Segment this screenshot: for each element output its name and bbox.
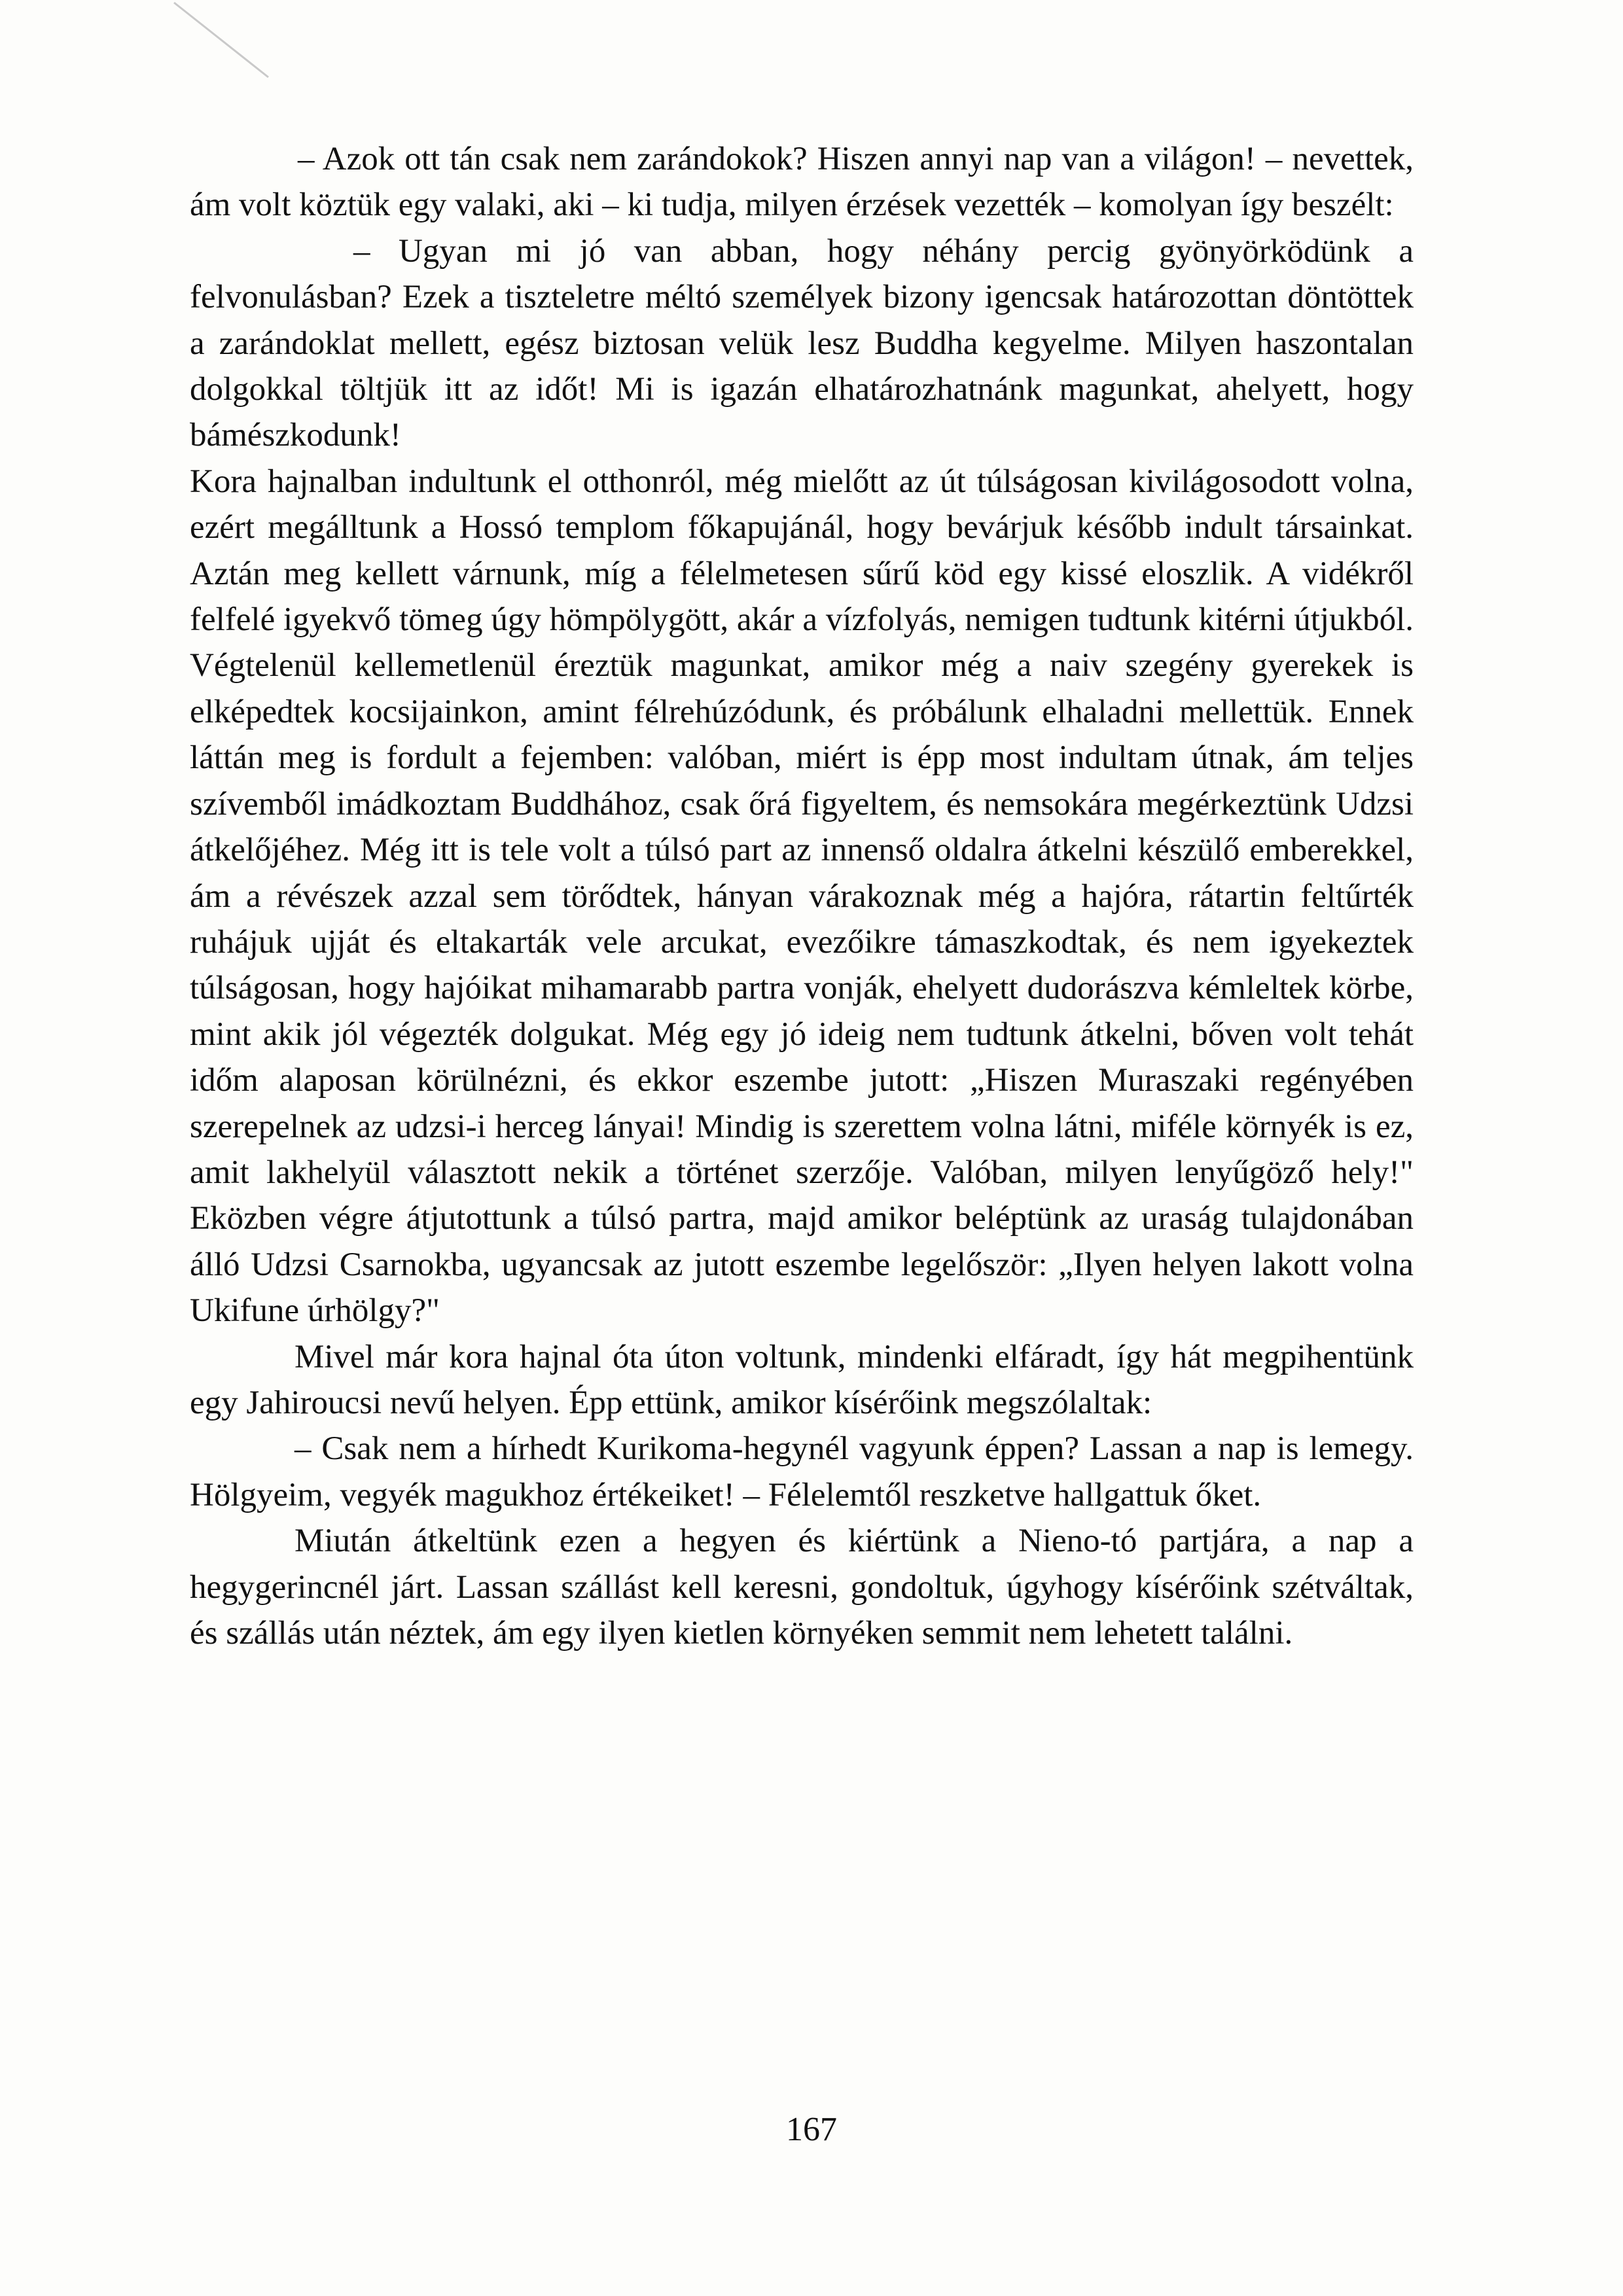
paragraph-4: Mivel már kora hajnal óta úton voltunk, mindenki elfáradt, így hát megpihentünk egy Jahiroucsi nevű helyen. Épp ettünk, amikor kísérőink megszólaltak: bbox=[190, 1338, 1414, 1421]
page-number: 167 bbox=[786, 2111, 837, 2148]
scan-artifact-line bbox=[170, 0, 288, 85]
text-body bbox=[190, 136, 1414, 1656]
paragraph-6: Miután átkeltünk ezen a hegyen és kiértünk a Nieno-tó partjára, a nap a hegygerincnél járt. Lassan szállást kell keresni, gondoltuk, úgyhogy kísérőink szétváltak, és szállás után néztek, ám egy ilyen kietlen környéken semmit nem lehetett találni. bbox=[190, 1523, 1414, 1651]
paragraph-5: – Csak nem a hírhedt Kurikoma-hegynél vagyunk éppen? Lassan a nap is lemegy. Hölgyeim, vegyék magukhoz értékeiket! – Félelemtől reszketve hallgattuk őket. bbox=[190, 1430, 1414, 1513]
paragraph-2: – Ugyan mi jó van abban, hogy néhány percig gyönyörködünk a felvonulásban? Ezek a tiszteletre méltó személyek bizony igencsak határozottan döntöttek a zarándoklat mellett, egész biztosan velük lesz Buddha kegyelme. Milyen haszontalan dolgokkal töltjük itt az időt! Mi is igazán elhatározhatnánk magunkat, ahelyett, hogy bámészkodunk! bbox=[190, 232, 1414, 454]
paragraph-3: Kora hajnalban indultunk el otthonról, még mielőtt az út túlságosan kivilágosodott volna, ezért megálltunk a Hossó templom főkapujánál, hogy bevárjuk később indult társainkat. Aztán meg kellett várnunk, míg a félelmetesen sűrű köd egy kissé eloszlik. A vidékről felfelé igyekvő tömeg úgy hömpölygött, akár a vízfolyás, nemigen tudtunk kitérni útjukból. Végtelenül kellemetlenül éreztük magunkat, amikor még a naiv szegény gyerekek is elképedtek kocsijainkon, amint félrehúzódunk, és próbálunk elhaladni mellettük. Ennek láttán meg is fordult a fejemben: valóban, miért is épp most indultam útnak, ám teljes szívemből imádkoztam Buddhához, csak őrá figyeltem, és nemsokára megérkeztünk Udzsi átkelőjéhez. Még itt is tele volt a túlsó part az innenső oldalra átkelni készülő emberekkel, ám a révészek azzal sem törődtek, hányan várakoznak még a hajóra, rátartin feltűrték ruhájuk ujját és eltakarták vele arcukat, evezőikre támaszkodtak, és nem igyekeztek túlságosan, hogy hajóikat mihamarabb partra vonják, ehelyett dudorászva kémleltek körbe, mint akik jól végezték dolgukat. Még egy jó ideig nem tudtunk átkelni, bőven volt tehát időm alaposan körülnézni, és ekkor eszembe jutott: „Hiszen Muraszaki regényében szerepelnek az udzsi-i herceg lányai! Mindig is szerettem volna látni, miféle környék is ez, amit lakhelyül választott nekik a történet szerzője. Valóban, milyen lenyűgöző hely!" Eközben végre átjutottunk a túlsó partra, majd amikor beléptünk az uraság tulajdonában álló Udzsi Csarnokba, ugyancsak az jutott eszembe legelőször: „Ilyen helyen lakott volna Ukifune úrhölgy?" bbox=[190, 463, 1414, 1330]
paragraph-1: – Azok ott tán csak nem zarándokok? Hiszen annyi nap van a világon! – nevettek, ám volt köztük egy valaki, aki – ki tudja, milyen érzések vezették – komolyan így beszélt: bbox=[190, 141, 1414, 224]
